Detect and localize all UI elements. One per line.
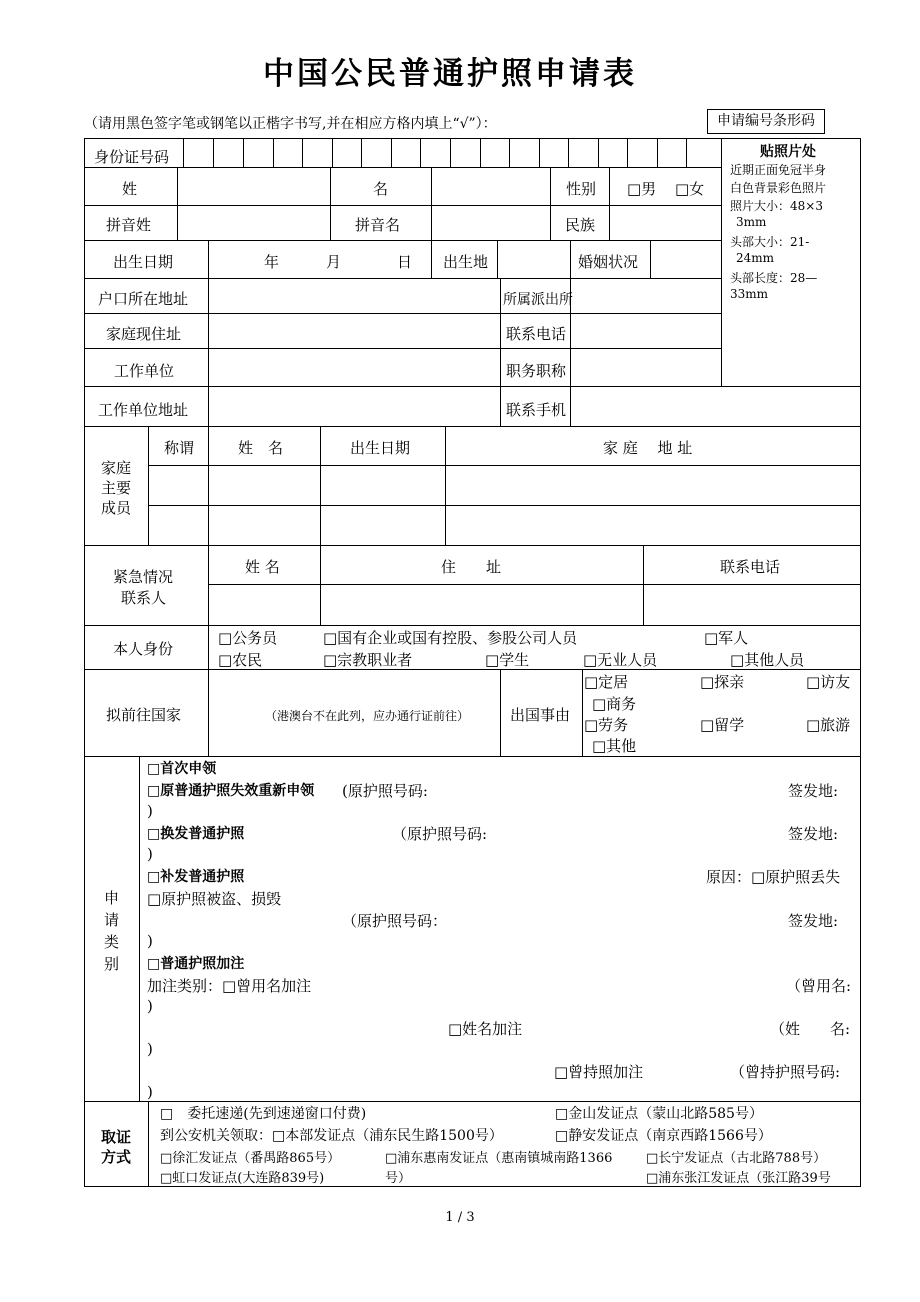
rule [148, 426, 149, 545]
rule [686, 138, 687, 167]
family-col-relation: 称谓 [164, 439, 195, 457]
identity-civil-servant-checkbox[interactable]: □公务员 [218, 629, 278, 647]
emergency-col-phone: 联系电话 [720, 558, 781, 576]
rule [177, 167, 178, 240]
rule [148, 465, 861, 466]
rule [332, 138, 333, 167]
gender-male-checkbox[interactable]: □男 [627, 180, 657, 198]
photo-note: 33mm [730, 287, 769, 301]
id-number-label: 身份证号码 [94, 148, 170, 166]
gender-label: 性别 [566, 180, 597, 198]
destination-note: （港澳台不在此列，应办通行证前往） [265, 709, 470, 723]
rule [497, 240, 498, 278]
rule [273, 138, 274, 167]
rule [582, 669, 583, 756]
border-bottom [84, 1186, 861, 1187]
application-label: 别 [104, 955, 120, 973]
photo-note: 3mm [736, 215, 767, 229]
day-label: 日 [397, 253, 413, 271]
identity-other-checkbox[interactable]: □其他人员 [730, 651, 805, 669]
rule [148, 1101, 149, 1186]
emergency-label: 紧急情况 [113, 568, 174, 586]
family-label: 成员 [101, 499, 132, 517]
phone-label: 联系电话 [506, 325, 567, 343]
work-address-label: 工作单位地址 [98, 401, 189, 419]
rule [657, 138, 658, 167]
bracket-close: ) [147, 802, 153, 820]
photo-note: 头部大小：21- [730, 235, 810, 249]
stolen-checkbox[interactable]: □原护照被盗、损毁 [147, 890, 282, 908]
pickup-label: 取证 [101, 1128, 132, 1146]
emergency-col-name: 姓 名 [245, 558, 280, 576]
rule [208, 426, 209, 545]
issued-at-label: 签发地: [788, 782, 839, 800]
held-passport-endorse-checkbox[interactable]: □曾持照加注 [554, 1063, 644, 1081]
reissue-checkbox[interactable]: □补发普通护照 [147, 869, 245, 885]
endorse-checkbox[interactable]: □普通护照加注 [147, 956, 245, 972]
pickup-hongkou-checkbox[interactable]: □虹口发证点(大连路839号) [160, 1171, 325, 1186]
page-number: 1 / 3 [445, 1210, 475, 1225]
rule [598, 138, 599, 167]
rule [539, 138, 540, 167]
mobile-label: 联系手机 [506, 401, 567, 419]
bracket-close: ) [147, 997, 153, 1015]
application-label: 请 [104, 911, 120, 929]
identity-label: 本人身份 [113, 640, 174, 658]
pickup-jinshan-checkbox[interactable]: □金山发证点（蒙山北路585号） [555, 1106, 763, 1122]
rule [84, 625, 861, 626]
rule [148, 505, 861, 506]
identity-student-checkbox[interactable]: □学生 [485, 651, 530, 669]
rule [84, 545, 861, 546]
pickup-huinan-checkbox[interactable]: □浦东惠南发证点（惠南镇城南路1366 [385, 1151, 613, 1166]
photo-note: 近期正面免冠半身 [730, 163, 827, 177]
rule [500, 278, 501, 426]
name-endorse-checkbox[interactable]: □姓名加注 [448, 1020, 523, 1038]
issued-at-label: 签发地: [788, 912, 839, 930]
renew-passport-no-label: （原护照号码: [392, 825, 488, 843]
rule [243, 138, 244, 167]
rule [208, 625, 209, 669]
rule [361, 138, 362, 167]
purpose-settle-checkbox[interactable]: □定居 [584, 673, 629, 691]
police-station-label: 所属派出所 [503, 292, 573, 308]
former-name-endorse-checkbox[interactable]: 加注类别：□曾用名加注 [147, 977, 312, 995]
family-col-address: 家 庭 地 址 [603, 439, 693, 457]
rule [84, 756, 861, 757]
photo-note: 头部长度：28— [730, 271, 818, 285]
purpose-tourism-checkbox[interactable]: □旅游 [806, 716, 851, 734]
rule [84, 205, 721, 206]
bracket-close: ) [147, 845, 153, 863]
rule [391, 138, 392, 167]
rule [480, 138, 481, 167]
surname-label: 姓 [122, 180, 138, 198]
purpose-labor-checkbox[interactable]: □劳务 [584, 716, 629, 734]
ethnicity-label: 民族 [565, 216, 596, 234]
photo-divider [721, 138, 722, 386]
rule [509, 138, 510, 167]
rule [84, 313, 721, 314]
application-label: 申 [104, 889, 120, 907]
photo-note: 24mm [736, 251, 775, 265]
pickup-jingan-checkbox[interactable]: □静安发证点（南京西路1566号） [555, 1128, 772, 1144]
year-label: 年 [264, 253, 280, 271]
page-title: 中国公民普通护照申请表 [263, 56, 637, 92]
rule [208, 669, 209, 756]
work-unit-label: 工作单位 [114, 362, 175, 380]
rule [208, 545, 209, 625]
reason-lost-checkbox[interactable]: 原因：□原护照丢失 [706, 868, 841, 886]
held-passport-no-label: （曾持护照号码: [730, 1063, 841, 1081]
former-name-field-label: （曾用名: [786, 977, 852, 995]
rule [570, 240, 571, 278]
emergency-col-address: 住 址 [441, 558, 502, 576]
family-label: 主要 [101, 479, 132, 497]
rule [330, 167, 331, 240]
rule [302, 138, 303, 167]
border-top [84, 138, 861, 139]
family-col-name: 姓 名 [238, 439, 284, 457]
identity-unemployed-checkbox[interactable]: □无业人员 [583, 651, 658, 669]
rule [650, 240, 651, 278]
pickup-xuhui-checkbox[interactable]: □徐汇发证点（番禺路865号） [160, 1151, 341, 1166]
pinyin-surname-label: 拼音姓 [106, 216, 152, 234]
purpose-other-checkbox[interactable]: □其他 [592, 737, 637, 755]
name-field-label: （姓 名: [770, 1020, 851, 1038]
rule [84, 386, 861, 387]
identity-soe-checkbox[interactable]: □国有企业或国有控股、参股公司人员 [323, 629, 578, 647]
rule [84, 348, 721, 349]
reapply-passport-no-label: (原护照号码: [342, 782, 428, 800]
purpose-visit-friends-checkbox[interactable]: □访友 [806, 673, 851, 691]
pinyin-given-label: 拼音名 [355, 216, 401, 234]
rule [208, 584, 861, 585]
family-label: 家庭 [101, 459, 132, 477]
renew-checkbox[interactable]: □换发普通护照 [147, 826, 245, 842]
rule [450, 138, 451, 167]
rule [183, 138, 184, 167]
rule [320, 426, 321, 545]
reissue-passport-no-label: （原护照号码： [342, 912, 448, 930]
gender-female-checkbox[interactable]: □女 [675, 180, 705, 198]
home-address-label: 家庭现住址 [106, 325, 182, 343]
pickup-express-checkbox[interactable]: □ 委托速递(先到速递窗口付费) [160, 1106, 367, 1122]
photo-note: 照片大小：48×3 [730, 199, 823, 213]
purpose-business-checkbox[interactable]: □商务 [592, 695, 637, 713]
rule [84, 240, 721, 241]
pickup-huinan-continued: 号） [385, 1171, 412, 1186]
rule [643, 545, 644, 625]
rule [213, 138, 214, 167]
application-label: 类 [104, 933, 120, 951]
pickup-headquarters-checkbox[interactable]: 到公安机关领取：□本部发证点（浦东民生路1500号） [160, 1128, 503, 1144]
marital-status-label: 婚姻状况 [578, 253, 639, 271]
rule [431, 167, 432, 278]
pickup-zhangjiang-checkbox[interactable]: □浦东张江发证点（张江路39号 [646, 1171, 831, 1186]
identity-farmer-checkbox[interactable]: □农民 [218, 651, 263, 669]
rule [550, 167, 551, 240]
instruction-text: （请用黑色签字笔或钢笔以正楷字书写,并在相应方格内填上“√”）： [84, 116, 497, 132]
rule [445, 426, 446, 545]
reapply-checkbox[interactable]: □原普通护照失效重新申领 [147, 783, 315, 799]
barcode-label: 申请编号条形码 [707, 109, 825, 134]
rule [208, 240, 209, 426]
rule [84, 278, 721, 279]
rule [420, 138, 421, 167]
family-col-birth: 出生日期 [350, 439, 411, 457]
bracket-close: ) [147, 1083, 153, 1101]
purpose-visit-family-checkbox[interactable]: □探亲 [700, 673, 745, 691]
position-label: 职务职称 [506, 362, 567, 380]
rule [320, 545, 321, 625]
birth-date-label: 出生日期 [113, 253, 174, 271]
rule [568, 138, 569, 167]
identity-military-checkbox[interactable]: □军人 [704, 629, 749, 647]
bracket-close: ) [147, 932, 153, 950]
pickup-changning-checkbox[interactable]: □长宁发证点（古北路788号） [646, 1151, 827, 1166]
given-name-label: 名 [373, 180, 389, 198]
emergency-label: 联系人 [121, 589, 167, 607]
rule [500, 669, 501, 756]
photo-note: 白色背景彩色照片 [730, 181, 827, 195]
month-label: 月 [326, 253, 342, 271]
purpose-study-checkbox[interactable]: □留学 [700, 716, 745, 734]
photo-title: 贴照片处 [760, 144, 816, 160]
rule [627, 138, 628, 167]
border-left [84, 138, 85, 1187]
hukou-address-label: 户口所在地址 [98, 290, 189, 308]
pickup-label: 方式 [101, 1148, 132, 1166]
destination-label: 拟前往国家 [106, 706, 182, 724]
rule [84, 167, 721, 168]
rule [84, 426, 861, 427]
identity-religious-checkbox[interactable]: □宗教职业者 [323, 651, 413, 669]
rule [84, 1101, 861, 1102]
purpose-label: 出国事由 [510, 706, 571, 724]
rule [139, 756, 140, 1101]
bracket-close: ) [147, 1040, 153, 1058]
issued-at-label: 签发地: [788, 825, 839, 843]
birthplace-label: 出生地 [443, 253, 489, 271]
rule [609, 167, 610, 240]
first-application-checkbox[interactable]: □首次申领 [147, 761, 217, 777]
border-right [860, 138, 861, 1187]
